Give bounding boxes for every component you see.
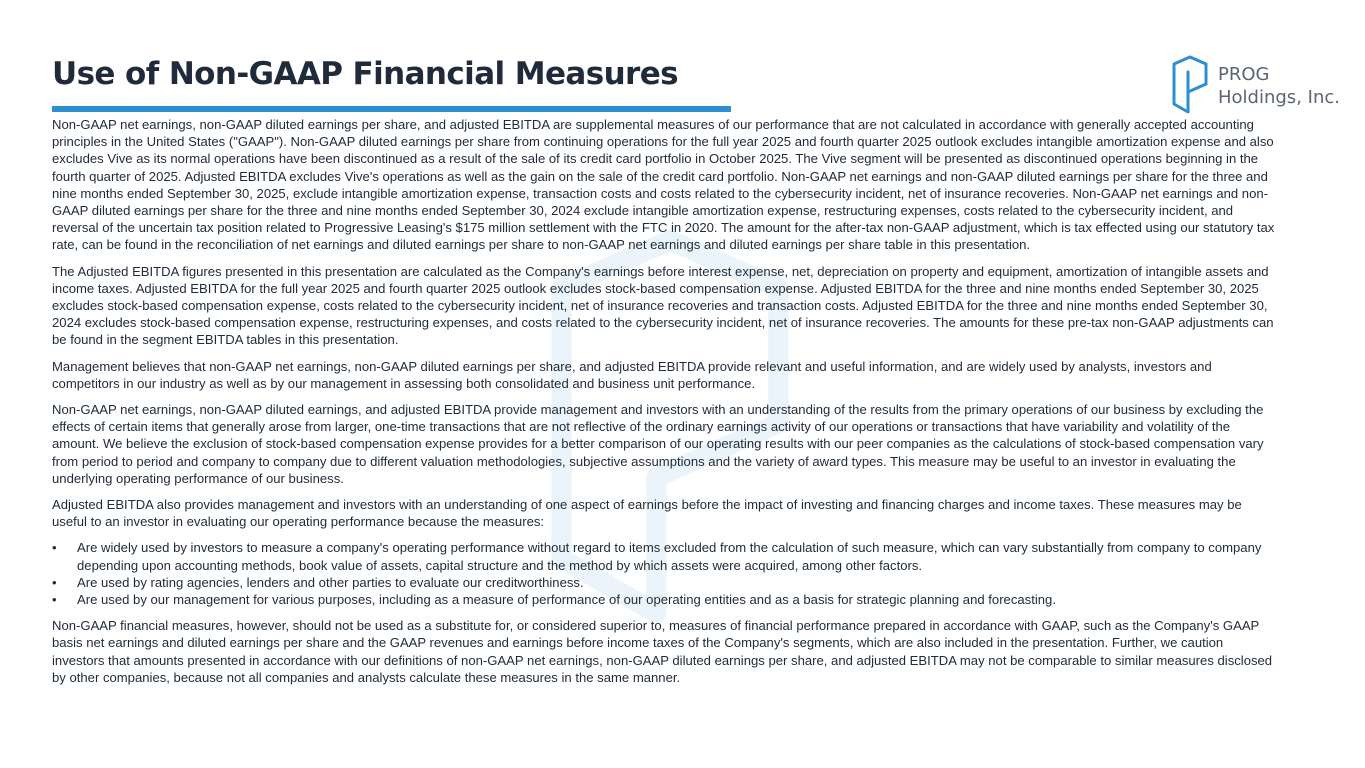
logo-line-holdings: Holdings, Inc. <box>1218 87 1340 108</box>
paragraph-adjusted-ebitda-definition: The Adjusted EBITDA figures presented in this presentation are calculated as the Company's earnings before interest expense, net, depreciation on property and equipment, amortization of intangible assets and income taxes. Adjusted EBITDA for the full year 2025 and fourth quarter 2025 outlook excludes stock-based compensation expense. Adjusted EBITDA for the three and nine months ended September 30, 2025 excludes stock-based compensation expense, costs related to the cybersecurity incident, net of insurance recoveries and transaction costs. Adjusted EBITDA for the three and nine months ended September 30, 2024 excludes stock-based compensation expense, restructuring expenses, and costs related to the cybersecurity incident, net of insurance recoveries. The amounts for these pre-tax non-GAAP adjustments can be found in the segment EBITDA tables in this presentation. <box>52 263 1274 348</box>
paragraph-non-gaap-overview: Non-GAAP net earnings, non-GAAP diluted earnings per share, and adjusted EBITDA are supplemental measures of our performance that are not calculated in accordance with generally accepted accounting principles in the United States ("GAAP"). Non-GAAP diluted earnings per share from continuing operations for the full year 2025 and fourth quarter 2025 outlook excludes intangible amortization expense and also excludes Vive as its normal operations have been discontinued as a result of the sale of its credit card portfolio in October 2025. The Vive segment will be presented as discontinued operations beginning in the fourth quarter of 2025. Adjusted EBITDA excludes Vive's operations as well as the gain on the sale of the credit card portfolio. Non-GAAP net earnings and non-GAAP diluted earnings per share for the three and nine months ended September 30, 2025, exclude intangible amortization expense, transaction costs and costs related to the cybersecurity incident, net of insurance recoveries. Non-GAAP net earnings and non-GAAP diluted earnings per share for the three and nine months ended September 30, 2024 exclude intangible amortization expense, restructuring expenses, costs related to the cybersecurity incident, and reversal of the uncertain tax position related to Progressive Leasing's $175 million settlement with the FTC in 2020. The amount for the after-tax non-GAAP adjustment, which is tax effected using our statutory tax rate, can be found in the reconciliation of net earnings and diluted earnings per share to non-GAAP net earnings and diluted earnings per share table in this presentation. <box>52 117 1275 253</box>
title-underline <box>52 106 731 112</box>
page-title: Use of Non-GAAP Financial Measures <box>52 56 679 92</box>
logo-wordmark <box>1218 63 1340 109</box>
main-content <box>52 116 1276 695</box>
paragraph-closing-caution: Non-GAAP financial measures, however, should not be used as a substitute for, or considered superior to, measures of financial performance prepared in accordance with GAAP, such as the Company's GAAP basis net earnings and diluted earnings per share and the GAAP revenues and earnings before income taxes of the Company's segments, which are also included in the presentation. Further, we caution investors that amounts presented in accordance with our definitions of non-GAAP net earnings, non-GAAP diluted earnings per share, and adjusted EBITDA may not be comparable to similar measures disclosed by other companies, because not all companies and analysts calculate these measures in the same manner. <box>52 618 1273 685</box>
logo-line-prog: PROG <box>1218 64 1270 85</box>
company-logo <box>1170 54 1360 116</box>
list-item: • Are widely used by investors to measure a company's operating performance without regard to items excluded from the calculation of such measure, which can vary substantially from company to company depending upon accounting methods, book value of assets, capital structure and the method by which assets were acquired, among other factors. <box>52 539 1276 573</box>
prog-logo-icon <box>1170 54 1210 116</box>
paragraph-understanding-results: Non-GAAP net earnings, non-GAAP diluted earnings, and adjusted EBITDA provide management and investors with an understanding of the results from the primary operations of our business by excluding the effects of certain items that generally arose from larger, one-time transactions that are not reflective of the ordinary earnings activity of our operations or transactions that have variability and volatility of the amount. We believe the exclusion of stock-based compensation expense provides for a better comparison of our operating results with our peer companies as the calculations of stock-based compensation vary from period to period and company to company due to different valuation methodologies, subjective assumptions and the variety of award types. This measure may be useful to an investor in evaluating the underlying operating performance of our business. <box>52 402 1264 486</box>
list-item: • Are used by our management for various purposes, including as a measure of performance of our operating entities and as a basis for strategic planning and forecasting. <box>52 591 1276 608</box>
bullet-list <box>52 539 1276 608</box>
paragraph-management-belief: Management believes that non-GAAP net earnings, non-GAAP diluted earnings per share, and adjusted EBITDA provide relevant and useful information, and are widely used by analysts, investors and competitors in our industry as well as by our management in assessing both consolidated and business unit performance. <box>52 358 1212 391</box>
list-item: • Are used by rating agencies, lenders and other parties to evaluate our creditworthiness. <box>52 574 1276 591</box>
paragraph-ebitda-usefulness: Adjusted EBITDA also provides management and investors with an understanding of one aspect of earnings before the impact of investing and financing charges and income taxes. These measures may be useful to an investor in evaluating our operating performance because the measures: <box>52 497 1242 530</box>
